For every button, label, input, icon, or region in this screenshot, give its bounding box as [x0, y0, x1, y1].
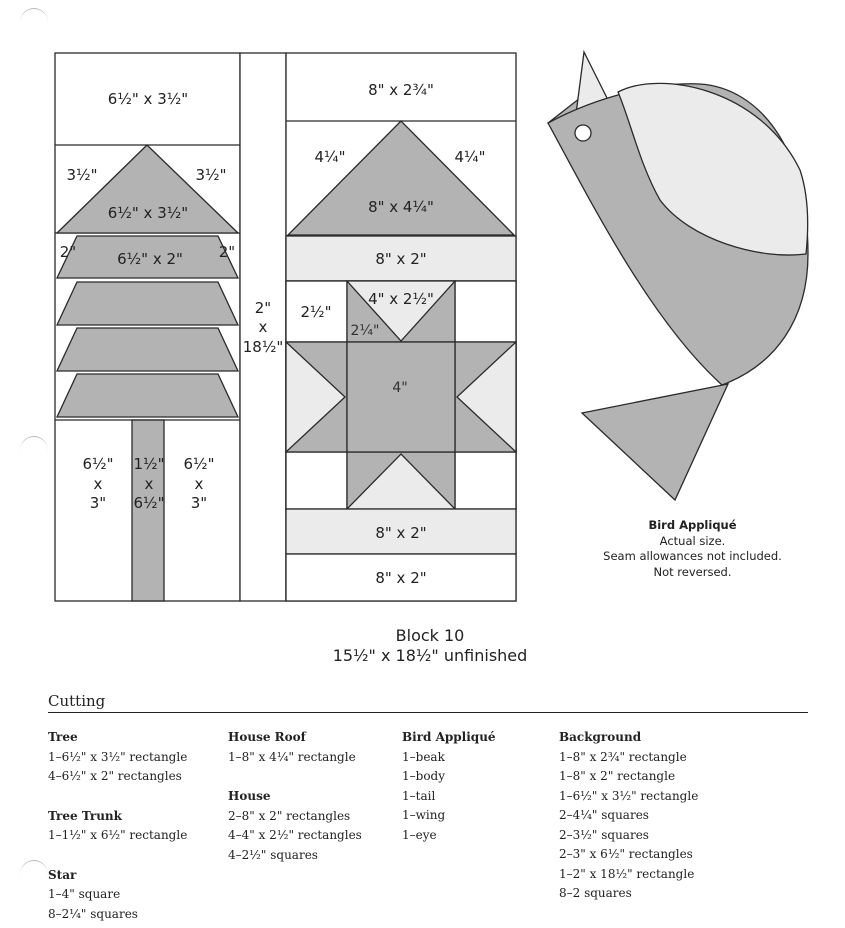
star-corner-bottom-right: [455, 452, 516, 509]
cutting-item: 1–8" x 2¾" rectangle: [559, 749, 687, 764]
label-roof-left: 4¼": [314, 148, 346, 166]
cutting-item: 1–body: [402, 769, 446, 783]
label-star-center: 4": [392, 380, 408, 396]
cutting-column-4: [559, 728, 698, 904]
tree-tier-3: [57, 328, 238, 371]
cutting-item: 1–8" x 4¼" rectangle: [228, 749, 356, 764]
label-tree-tier: 6½" x 2": [117, 250, 183, 268]
cutting-heading: Star: [48, 867, 77, 882]
label-trunk-right-1: 6½": [183, 455, 215, 473]
cutting-item: 4–2½" squares: [228, 847, 318, 862]
cutting-item: 8–2¼" squares: [48, 906, 138, 921]
cutting-heading: House: [228, 789, 271, 803]
label-star-top: 4" x 2½": [368, 290, 434, 308]
cutting-item: 8–2 squares: [559, 886, 632, 900]
tree-tier-4: [57, 374, 238, 417]
block-size: 15½" x 18½" unfinished: [332, 646, 528, 665]
cutting-item: 4–4" x 2½" rectangles: [228, 828, 362, 842]
label-roof-right: 4¼": [454, 148, 486, 166]
cutting-column-1: [48, 728, 187, 924]
label-tree-sq-left: 3½": [66, 166, 98, 184]
bird-caption-note-1: Actual size.: [659, 533, 726, 548]
label-tree-triangle: 6½" x 3½": [107, 204, 189, 222]
label-star-point: 2¼": [350, 323, 380, 339]
label-trunk-right-3: 3": [190, 494, 208, 512]
tree-tier-2: [57, 282, 238, 325]
star-corner-top-right: [455, 281, 516, 342]
cutting-item: 1–eye: [402, 827, 437, 842]
label-sash-1: 2": [254, 299, 272, 317]
cutting-item: 1–2" x 18½" rectangle: [559, 866, 695, 881]
bird-caption-note-3: Not reversed.: [653, 564, 732, 579]
cutting-item: 1–6½" x 3½" rectangle: [559, 788, 699, 803]
cutting-title: Cutting: [48, 692, 106, 710]
label-tree-sq-right: 3½": [195, 166, 227, 184]
cutting-heading: House Roof: [228, 730, 306, 744]
cutting-item: 2–8" x 2" rectangles: [228, 808, 351, 823]
binder-hole-bottom: [20, 860, 48, 889]
cutting-heading: Tree Trunk: [48, 808, 122, 823]
label-sash-3: 18½": [242, 338, 284, 356]
bird-tail: [582, 384, 728, 500]
cutting-item: 1–4" square: [48, 887, 121, 901]
label-trunk-left-3: 3": [89, 494, 107, 512]
cutting-divider: [48, 712, 808, 713]
star-center-square: [347, 342, 455, 452]
label-tree-small-left: 2": [59, 243, 77, 261]
label-trunk-1: 1½": [133, 455, 165, 473]
cutting-item: 4–6½" x 2" rectangles: [48, 769, 182, 783]
cutting-item: 1–tail: [402, 788, 436, 803]
label-trunk-left-1: 6½": [82, 455, 114, 473]
label-tree-small-right: 2": [218, 243, 236, 261]
cutting-item: 1–1½" x 6½" rectangle: [48, 828, 188, 842]
cutting-heading: Tree: [48, 730, 78, 744]
cutting-item: 1–beak: [402, 749, 445, 764]
label-roof: 8" x 4¼": [368, 198, 434, 216]
bird-caption-title: Bird Appliqué: [648, 518, 737, 532]
cutting-item: 2–4¼" squares: [559, 808, 649, 822]
cutting-column-3: [402, 728, 496, 845]
label-trunk-left-2: x: [93, 475, 103, 493]
cutting-heading: Background: [559, 730, 642, 744]
star-corner-bottom-left: [286, 452, 347, 509]
cutting-column-2: [228, 728, 362, 865]
label-sash-2: x: [258, 318, 268, 336]
label-tree-top-rect: 6½" x 3½": [107, 90, 189, 108]
bird-caption: [600, 518, 785, 580]
label-trunk-3: 6½": [133, 494, 165, 512]
label-house-top: 8" x 2¾": [368, 81, 434, 99]
block-title: Block 10: [395, 626, 465, 645]
label-bottom-strip-2: 8" x 2": [375, 569, 427, 587]
cutting-item: 1–wing: [402, 808, 446, 822]
cutting-item: 2–3" x 6½" rectangles: [559, 847, 693, 861]
cutting-heading: Bird Appliqué: [402, 730, 496, 744]
bird-eye: [575, 125, 591, 141]
label-trunk-2: x: [144, 475, 154, 493]
label-star-corner: 2½": [300, 303, 332, 321]
bird-caption-note-2: Seam allowances not included.: [603, 549, 782, 563]
cutting-item: 2–3½" squares: [559, 827, 649, 842]
block-caption: [330, 626, 530, 666]
cutting-item: 1–8" x 2" rectangle: [559, 769, 676, 783]
label-house-strip: 8" x 2": [375, 250, 427, 268]
label-trunk-right-2: x: [194, 475, 204, 493]
cutting-item: 1–6½" x 3½" rectangle: [48, 749, 188, 764]
label-bottom-strip-1: 8" x 2": [375, 524, 427, 542]
